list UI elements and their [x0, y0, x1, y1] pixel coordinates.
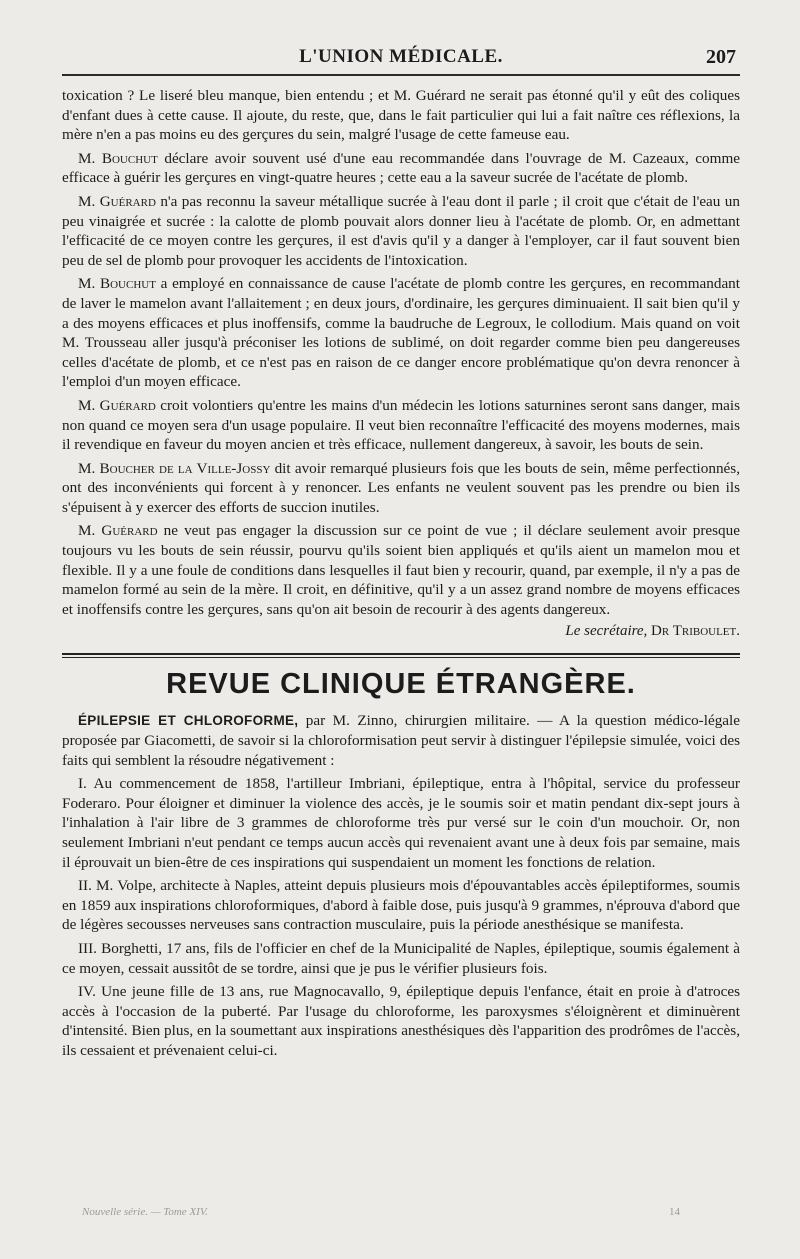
section-divider: [62, 653, 740, 658]
case-number: IV.: [78, 983, 96, 1001]
signature-role: Le secrétaire,: [565, 623, 648, 640]
page-body: [62, 86, 740, 1061]
page-header: [62, 40, 740, 76]
speaker-name: M. Guérard: [78, 192, 156, 210]
case-paragraph: [62, 774, 740, 872]
paragraph-text: a employé en connaissance de cause l'acétate de plomb contre les gerçures, en recommandant de laver le mamelon avant l'allaitement ; en deux jours, d'ordinaire, les gerçures diminuaient. Il sait bien qu'il y a des moyens efficaces et plus inoffensifs, comme la baudruche de Legroux, le collodium. Mais quand on voit M. Trousseau aller jusqu'à préconiser les lotions de sublimé, on doit regarder comme bien peu dangereuses celles d'acétate de plomb, et ce n'est pas en raison de ce danger encore problématique qu'on devra renoncer à l'emploi d'un moyen efficace.: [62, 275, 740, 391]
article-lead: [62, 711, 740, 770]
paragraph: [62, 274, 740, 392]
article-lead-title: ÉPILEPSIE ET CHLOROFORME,: [78, 713, 299, 729]
case-text: Au commencement de 1858, l'artilleur Imbriani, épileptique, entra à l'hôpital, service du professeur Foderaro. Pour éloigner et diminuer la violence des accès, je le soumis soir et matin pendant dix-sept jours à l'inhalation à l'air libre de 3 grammes de chloroforme très pur versé sur le coin d'un mouchoir. Or, non seulement Imbriani n'eut pendant ce temps aucun accès qui revenaient avant une à deux fois par semaine, mais il éprouvait un bien-être de ces inspirations qui suspendaient un moment les fonctions de relation.: [62, 775, 740, 871]
paragraph-text: ne veut pas engager la discussion sur ce point de vue ; il déclare seulement avoir presque toujours vu les bouts de sein réussir, pourvu qu'ils soient bien appliqués et qu'ils aient un mamelon mou et flexible. Il y a une foule de conditions dans lesquelles il faut bien y recourir, quand, par exemple, il n'y a pas de mamelon formé au sein de la mère. Il croit, en définitive, qu'il y a un assez grand nombre de moyens efficaces et inoffensifs contre les gerçures, sans qu'on ait besoin de recourir à des agents dangereux.: [62, 522, 740, 618]
paragraph-text: déclare avoir souvent usé d'une eau recommandée dans l'ouvrage de M. Cazeaux, comme efficace à guérir les gerçures en vingt-quatre heures ; cette eau a la saveur sucrée de l'acétate de plomb.: [62, 149, 740, 187]
speaker-name: M. Guérard: [78, 522, 158, 540]
speaker-name: M. Bouchut: [78, 275, 156, 293]
header-rule: [62, 74, 740, 76]
speaker-name: M. Bouchut: [78, 149, 158, 167]
paragraph: [62, 192, 740, 270]
paragraph: [62, 396, 740, 455]
paragraph: [62, 459, 740, 518]
section-title: REVUE CLINIQUE ÉTRANGÈRE.: [166, 668, 636, 701]
signature-name: Dr Triboulet.: [651, 623, 740, 640]
footer-series: Nouvelle série. — Tome XIV.: [82, 1206, 208, 1218]
case-number: I.: [78, 775, 87, 793]
case-text: M. Volpe, architecte à Naples, atteint depuis plusieurs mois d'épouvantables accès épileptiformes, soumis en 1859 aux inspirations chloroformiques, d'abord à faible dose, puis jusqu'à 9 grammes, n'éprouva d'abord que de légères secousses nerveuses sans contraction musculaire, puis la période anesthésique se manifesta.: [62, 877, 740, 934]
speaker-name: M. Boucher de la Ville-Jossy: [78, 459, 271, 477]
paragraph-text: n'a pas reconnu la saveur métallique sucrée à l'eau dont il parle ; il croit que c'était de l'eau un peu vinaigrée et sucrée : la calotte de plomb pouvait alors donner lieu à l'acétate de plomb. Or, en admettant l'efficacité de ce moyen contre les gerçures, il est d'avis qu'il y a danger à l'employer, car il faut souvent bien peu de sel de plomb pour provoquer les accidents de l'intoxication.: [62, 192, 740, 269]
case-text: Une jeune fille de 13 ans, rue Magnocavallo, 9, épileptique depuis l'enfance, était en proie à d'atroces accès à l'occasion de la puberté. Par l'usage du chloroforme, les paroxysmes s'éloignèrent et diminuèrent d'intensité. Bien plus, en la soumettant aux inspirations anesthésiques dès l'apparition des prodrômes de l'accès, ils cessaient et prévenaient celui-ci.: [62, 983, 740, 1059]
running-title: L'UNION MÉDICALE.: [299, 46, 503, 67]
case-paragraph: [62, 876, 740, 935]
page-number: 207: [706, 46, 736, 68]
paragraph: [62, 149, 740, 188]
paragraph-text: dit avoir remarqué plusieurs fois que les bouts de sein, même perfectionnés, ont des inconvénients qui forcent à y renoncer. Les enfants ne veulent souvent pas les prendre ou bien ils s'épuisent à y exercer des efforts de succion inutiles.: [62, 459, 740, 516]
case-number: II.: [78, 877, 92, 895]
case-text: Borghetti, 17 ans, fils de l'officier en chef de la Municipalité de Naples, épileptique, soumis également à ce moyen, cessait aussitôt de se tordre, ainsi que je pus le vérifier plusieurs fois.: [62, 939, 740, 977]
signature: [62, 621, 740, 641]
footer-signature-mark: 14: [669, 1206, 680, 1218]
case-paragraph: [62, 982, 740, 1060]
case-number: III.: [78, 939, 97, 957]
paragraph: [62, 521, 740, 619]
paragraph-text: toxication ? Le liseré bleu manque, bien entendu ; et M. Guérard ne serait pas étonné qu'il y eût des coliques d'enfant dues à cette cause. Il ajoute, du reste, que, dans le fait particulier qui lui a fait naître ces réflexions, la mère n'en a pas moins eu des gerçures du sein, malgré l'usage de cette fameuse eau.: [62, 87, 740, 144]
case-paragraph: [62, 939, 740, 978]
article-lead-text: par M. Zinno, chirurgien militaire. — A la question médico-légale proposée par Giacometti, de savoir si la chloroformisation peut servir à distinguer l'épilepsie simulée, voici des faits qui semblent la résoudre négativement :: [62, 712, 740, 769]
speaker-name: M. Guérard: [78, 396, 156, 414]
paragraph-text: croit volontiers qu'entre les mains d'un médecin les lotions saturnines seront sans danger, mais non quand ce moyen sera d'un usage populaire. Il veut bien reconnaître l'efficacité des moyens modernes, mais il revendique en faveur du moyen ancien et très efficace, nullement dangereux, à savoir, les bouts de sein.: [62, 396, 741, 454]
paragraph: [62, 86, 740, 145]
